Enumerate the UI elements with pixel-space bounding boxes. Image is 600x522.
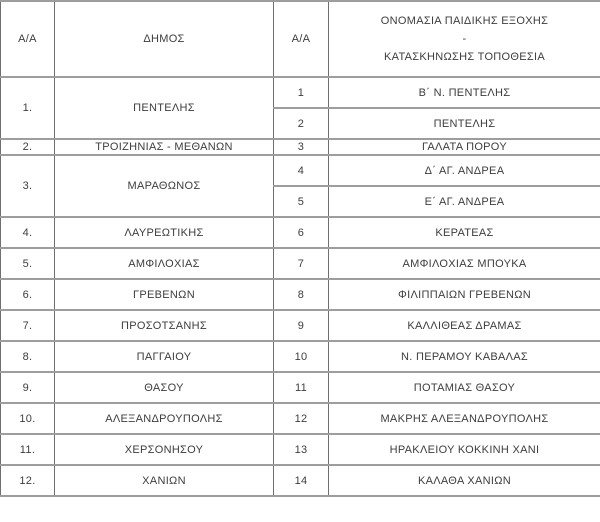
table-row: [1, 217, 600, 248]
municipality-index-cell: 5.: [1, 248, 55, 279]
municipality-index-cell: 3.: [1, 155, 55, 217]
camp-name-cell: ΑΜΦΙΛΟΧΙΑΣ ΜΠΟΥΚΑ: [329, 248, 600, 279]
table-row: [1, 77, 600, 108]
header-camp-name-line2: -: [462, 33, 467, 45]
camp-index-cell: 4: [274, 155, 329, 186]
municipality-index-cell: 7.: [1, 310, 55, 341]
municipality-name-cell: ΠΡΟΣΟΤΣΑΝΗΣ: [55, 310, 274, 341]
camp-name-cell: ΚΕΡΑΤΕΑΣ: [329, 217, 600, 248]
municipality-index-cell: 11.: [1, 434, 55, 465]
header-camp-index: Α/Α: [274, 1, 329, 77]
camp-name-cell: Ν. ΠΕΡΑΜΟΥ ΚΑΒΑΛΑΣ: [329, 341, 600, 372]
camp-index-cell: 2: [274, 108, 329, 139]
camp-name-cell: ΠΕΝΤΕΛΗΣ: [329, 108, 600, 139]
camp-name-cell: ΦΙΛΙΠΠΑΙΩΝ ΓΡΕΒΕΝΩΝ: [329, 279, 600, 310]
table-row: [1, 310, 600, 341]
table-header: [1, 1, 600, 77]
municipality-index-cell: 1.: [1, 77, 55, 139]
table-row: [1, 279, 600, 310]
municipality-index-cell: 2.: [1, 139, 55, 155]
municipality-index-cell: 6.: [1, 279, 55, 310]
camp-index-cell: 14: [274, 465, 329, 496]
header-municipality-index: Α/Α: [1, 1, 55, 77]
header-row: [1, 1, 600, 77]
camp-name-cell: ΚΑΛΛΙΘΕΑΣ ΔΡΑΜΑΣ: [329, 310, 600, 341]
camp-index-cell: 9: [274, 310, 329, 341]
municipality-name-cell: ΘΑΣΟΥ: [55, 372, 274, 403]
table-row: [1, 434, 600, 465]
municipality-name-cell: ΓΡΕΒΕΝΩΝ: [55, 279, 274, 310]
table-row: [1, 403, 600, 434]
camp-name-cell: ΓΑΛΑΤΑ ΠΟΡΟΥ: [329, 139, 600, 155]
municipality-index-cell: 8.: [1, 341, 55, 372]
camp-index-cell: 5: [274, 186, 329, 217]
camp-index-cell: 12: [274, 403, 329, 434]
camp-index-cell: 11: [274, 372, 329, 403]
table-row: [1, 248, 600, 279]
municipality-name-cell: ΑΜΦΙΛΟΧΙΑΣ: [55, 248, 274, 279]
camp-name-cell: ΠΟΤΑΜΙΑΣ ΘΑΣΟΥ: [329, 372, 600, 403]
camp-index-cell: 7: [274, 248, 329, 279]
municipality-name-cell: ΤΡΟΙΖΗΝΙΑΣ - ΜΕΘΑΝΩΝ: [55, 139, 274, 155]
table-row: [1, 139, 600, 155]
table-row: [1, 465, 600, 496]
camp-index-cell: 13: [274, 434, 329, 465]
table-row: [1, 155, 600, 186]
municipality-index-cell: 9.: [1, 372, 55, 403]
camp-name-cell: Δ΄ ΑΓ. ΑΝΔΡΕΑ: [329, 155, 600, 186]
camp-name-cell: Ε΄ ΑΓ. ΑΝΔΡΕΑ: [329, 186, 600, 217]
municipality-index-cell: 12.: [1, 465, 55, 496]
camp-index-cell: 3: [274, 139, 329, 155]
camp-index-cell: 6: [274, 217, 329, 248]
municipality-name-cell: ΧΕΡΣΟΝΗΣΟΥ: [55, 434, 274, 465]
table-body: [1, 77, 600, 496]
header-camp-name: [329, 1, 600, 77]
municipality-index-cell: 10.: [1, 403, 55, 434]
municipality-name-cell: ΠΑΓΓΑΙΟΥ: [55, 341, 274, 372]
camp-index-cell: 10: [274, 341, 329, 372]
municipality-name-cell: ΛΑΥΡΕΩΤΙΚΗΣ: [55, 217, 274, 248]
table-row: [1, 372, 600, 403]
camp-name-cell: ΗΡΑΚΛΕΙΟΥ ΚΟΚΚΙΝΗ ΧΑΝΙ: [329, 434, 600, 465]
header-camp-name-line1: ΟΝΟΜΑΣΙΑ ΠΑΙΔΙΚΗΣ ΕΞΟΧΗΣ: [380, 15, 549, 27]
municipality-name-cell: ΧΑΝΙΩΝ: [55, 465, 274, 496]
municipality-name-cell: ΠΕΝΤΕΛΗΣ: [55, 77, 274, 139]
header-municipality: ΔΗΜΟΣ: [55, 1, 274, 77]
camp-name-cell: ΚΑΛΑΘΑ ΧΑΝΙΩΝ: [329, 465, 600, 496]
camp-name-cell: ΜΑΚΡΗΣ ΑΛΕΞΑΝΔΡΟΥΠΟΛΗΣ: [329, 403, 600, 434]
municipality-name-cell: ΑΛΕΞΑΝΔΡΟΥΠΟΛΗΣ: [55, 403, 274, 434]
municipality-index-cell: 4.: [1, 217, 55, 248]
header-camp-name-line3: ΚΑΤΑΣΚΗΝΩΣΗΣ ΤΟΠΟΘΕΣΙΑ: [383, 51, 545, 63]
camp-index-cell: 1: [274, 77, 329, 108]
table-row: [1, 341, 600, 372]
camp-name-cell: Β΄ Ν. ΠΕΝΤΕΛΗΣ: [329, 77, 600, 108]
camp-index-cell: 8: [274, 279, 329, 310]
municipality-name-cell: ΜΑΡΑΘΩΝΟΣ: [55, 155, 274, 217]
